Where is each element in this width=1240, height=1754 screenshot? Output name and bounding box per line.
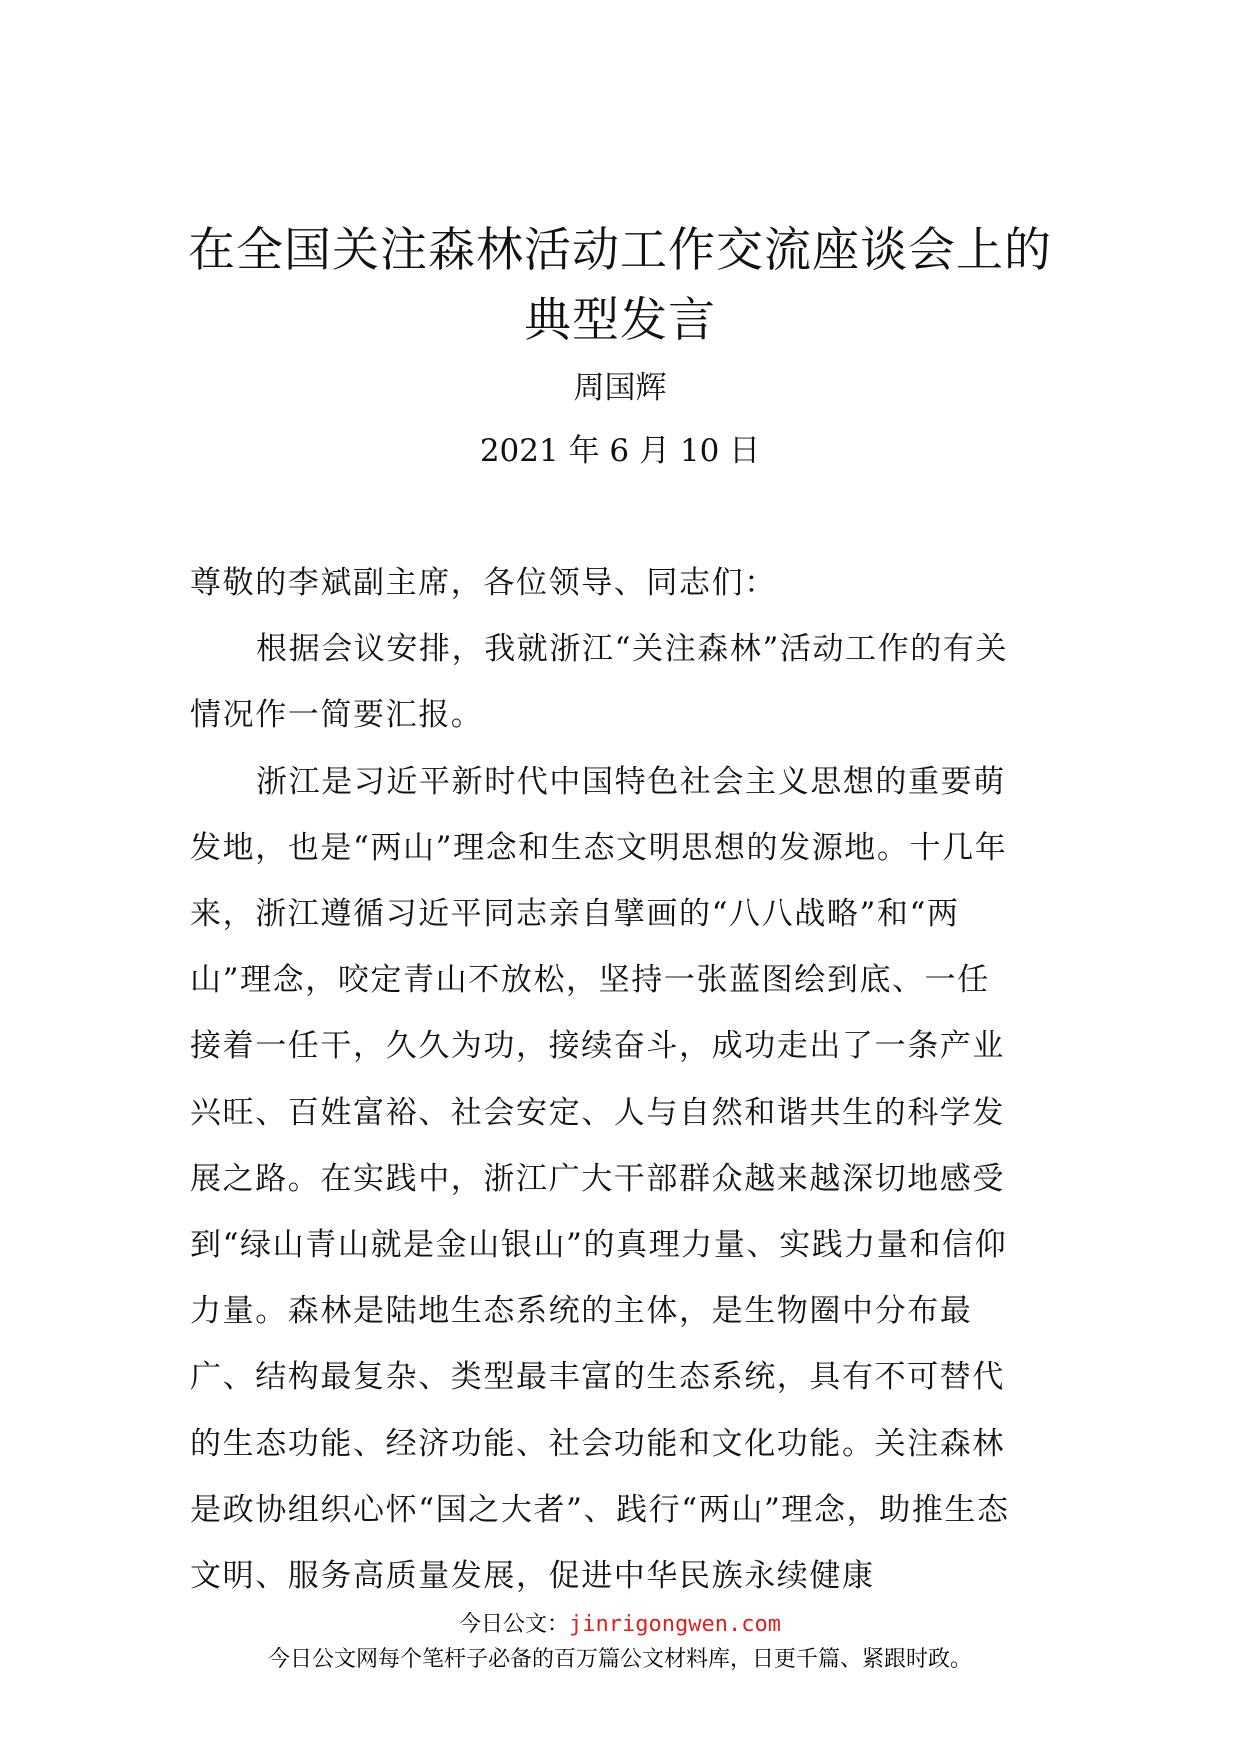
paragraph-intro: 根据会议安排，我就浙江“关注森林”活动工作的有关情况作一简要汇报。 bbox=[190, 631, 1009, 734]
speech-date: 2021 年 6 月 10 日 bbox=[479, 433, 761, 469]
footer-slogan: 今日公文网每个笔杆子必备的百万篇公文材料库，日更千篇、紧跟时政。 bbox=[267, 1647, 972, 1672]
document-title-line-1: 在全国关注森林活动工作交流座谈会上的 bbox=[188, 223, 1052, 278]
author-name: 周国辉 bbox=[573, 370, 667, 406]
salutation: 尊敬的李斌副主席，各位领导、同志们： bbox=[190, 565, 777, 601]
footer-site-url-link[interactable]: jinrigongwen.com bbox=[569, 1612, 781, 1637]
document-body bbox=[190, 550, 1020, 1609]
footer-site-label: 今日公文： bbox=[459, 1612, 570, 1637]
paragraph-main: 浙江是习近平新时代中国特色社会主义思想的重要萌发地，也是“两山”理念和生态文明思想的发源地。十几年来，浙江遵循习近平同志亲自擘画的“八八战略”和“两山”理念，咬定青山不放松，坚持一张蓝图绘到底、一任接着一任干，久久为功，接续奋斗，成功走出了一条产业兴旺、百姓富裕、社会安定、人与自然和谐共生的科学发展之路。在实践中，浙江广大干部群众越来越深切地感受到“绿山青山就是金山银山”的真理力量、实践力量和信仰力量。森林是陆地生态系统的主体，是生物圈中分布最广、结构最复杂、类型最丰富的生态系统，具有不可替代的生态功能、经济功能、社会功能和文化功能。关注森林是政协组织心怀“国之大者”、践行“两山”理念，助推生态文明、服务高质量发展，促进中华民族永续健康 bbox=[190, 763, 1010, 1595]
document-title-line-2: 典型发言 bbox=[524, 293, 716, 348]
footer-site-line bbox=[0, 1610, 1240, 1640]
